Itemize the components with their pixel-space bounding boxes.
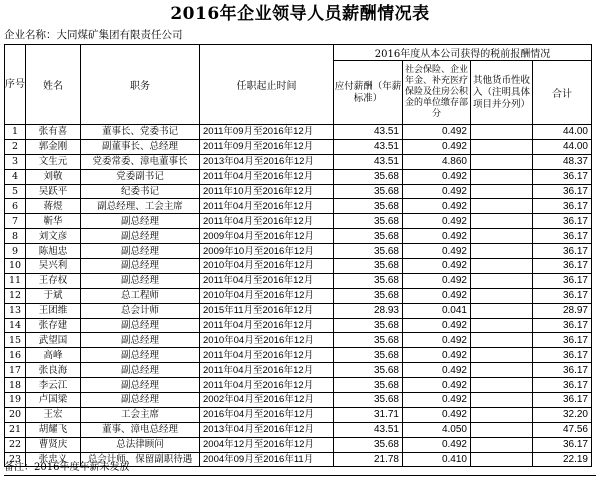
cell-salary: 35.68	[334, 273, 403, 288]
table-row	[5, 229, 592, 244]
cell-seq: 15	[5, 333, 26, 348]
cell-insurance: 0.492	[403, 229, 471, 244]
cell-insurance: 0.492	[403, 378, 471, 393]
cell-salary: 21.78	[334, 452, 403, 467]
cell-other	[471, 318, 533, 333]
cell-name: 吴兴利	[26, 259, 81, 274]
cell-seq: 22	[5, 437, 26, 452]
cell-seq: 6	[5, 199, 26, 214]
cell-term: 2013年04月至2016年12月	[200, 422, 334, 437]
cell-insurance: 0.492	[403, 393, 471, 408]
cell-name: 武望国	[26, 333, 81, 348]
cell-insurance: 0.492	[403, 139, 471, 154]
cell-term: 2011年04月至2016年12月	[200, 169, 334, 184]
cell-salary: 35.68	[334, 393, 403, 408]
cell-term: 2011年04月至2016年12月	[200, 318, 334, 333]
cell-insurance: 0.492	[403, 169, 471, 184]
cell-position: 总工程师	[81, 288, 200, 303]
cell-salary: 31.71	[334, 407, 403, 422]
cell-total: 36.17	[533, 259, 592, 274]
table-row	[5, 363, 592, 378]
cell-other	[471, 214, 533, 229]
cell-total: 36.17	[533, 437, 592, 452]
cell-insurance: 0.492	[403, 199, 471, 214]
table-row	[5, 333, 592, 348]
cell-salary: 35.68	[334, 199, 403, 214]
cell-other	[471, 437, 533, 452]
cell-total: 36.17	[533, 378, 592, 393]
cell-seq: 20	[5, 407, 26, 422]
cell-name: 王宏	[26, 407, 81, 422]
cell-insurance: 0.492	[403, 288, 471, 303]
cell-insurance: 0.492	[403, 318, 471, 333]
cell-term: 2011年04月至2016年12月	[200, 273, 334, 288]
salary-table	[4, 44, 592, 467]
cell-salary: 35.68	[334, 318, 403, 333]
cell-other	[471, 125, 533, 140]
cell-term: 2010年04月至2016年12月	[200, 288, 334, 303]
header-salary: 应付薪酬（年薪标准）	[334, 61, 403, 125]
cell-salary: 43.51	[334, 422, 403, 437]
cell-total: 36.17	[533, 169, 592, 184]
cell-insurance: 0.492	[403, 259, 471, 274]
cell-other	[471, 199, 533, 214]
cell-insurance: 0.492	[403, 348, 471, 363]
cell-term: 2009年10月至2016年12月	[200, 244, 334, 259]
cell-position: 副总经理	[81, 244, 200, 259]
cell-salary: 35.68	[334, 288, 403, 303]
cell-position: 党委常委、漳电董事长	[81, 154, 200, 169]
cell-name: 张良海	[26, 363, 81, 378]
table-row	[5, 259, 592, 274]
table-row	[5, 273, 592, 288]
table-row	[5, 303, 592, 318]
cell-position: 副总经理	[81, 393, 200, 408]
header-other: 其他货币性收入（注明具体项目并分列）	[471, 61, 533, 125]
table-row	[5, 422, 592, 437]
cell-salary: 43.51	[334, 154, 403, 169]
table-row	[5, 169, 592, 184]
table-body	[5, 125, 592, 467]
cell-position: 副董事长、总经理	[81, 139, 200, 154]
table-row	[5, 318, 592, 333]
cell-position: 副总经理、工会主席	[81, 199, 200, 214]
cell-total: 44.00	[533, 125, 592, 140]
cell-seq: 7	[5, 214, 26, 229]
cell-seq: 18	[5, 378, 26, 393]
cell-total: 32.20	[533, 407, 592, 422]
page-title: 2016年企业领导人员薪酬情况表	[170, 4, 430, 24]
header-position: 职务	[81, 45, 200, 125]
table-row	[5, 378, 592, 393]
cell-name: 文生元	[26, 154, 81, 169]
cell-position: 工会主席	[81, 407, 200, 422]
cell-term: 2011年10月至2016年12月	[200, 184, 334, 199]
cell-position: 董事、漳电总经理	[81, 422, 200, 437]
cell-seq: 2	[5, 139, 26, 154]
cell-term: 2011年09月至2016年12月	[200, 125, 334, 140]
cell-insurance: 0.041	[403, 303, 471, 318]
header-seq: 序号	[5, 45, 26, 125]
cell-term: 2010年04月至2016年12月	[200, 333, 334, 348]
table-row	[5, 125, 592, 140]
cell-term: 2011年04月至2016年12月	[200, 348, 334, 363]
table-row	[5, 184, 592, 199]
cell-name: 刘文彦	[26, 229, 81, 244]
cell-term: 2010年04月至2016年12月	[200, 259, 334, 274]
cell-total: 36.17	[533, 318, 592, 333]
cell-other	[471, 288, 533, 303]
cell-insurance: 0.492	[403, 273, 471, 288]
cell-total: 36.17	[533, 333, 592, 348]
cell-insurance: 0.492	[403, 214, 471, 229]
cell-salary: 35.68	[334, 348, 403, 363]
cell-term: 2009年04月至2016年12月	[200, 229, 334, 244]
cell-seq: 23	[5, 452, 26, 467]
cell-position: 党委副书记	[81, 169, 200, 184]
cell-term: 2015年11月至2016年12月	[200, 303, 334, 318]
cell-other	[471, 184, 533, 199]
cell-total: 36.17	[533, 348, 592, 363]
cell-other	[471, 303, 533, 318]
cell-name: 胡耀飞	[26, 422, 81, 437]
cell-position: 副总经理	[81, 333, 200, 348]
table-row	[5, 199, 592, 214]
cell-other	[471, 452, 533, 467]
cell-position: 副总经理	[81, 259, 200, 274]
cell-total: 36.17	[533, 184, 592, 199]
cell-insurance: 0.492	[403, 407, 471, 422]
cell-insurance: 0.410	[403, 452, 471, 467]
cell-total: 36.17	[533, 214, 592, 229]
cell-salary: 35.68	[334, 184, 403, 199]
table-row	[5, 244, 592, 259]
cell-seq: 12	[5, 288, 26, 303]
cell-other	[471, 378, 533, 393]
cell-seq: 19	[5, 393, 26, 408]
cell-position: 总会计师、保留副职待遇	[81, 452, 200, 467]
cell-name: 吴跃平	[26, 184, 81, 199]
cell-position: 副总经理	[81, 318, 200, 333]
cell-other	[471, 229, 533, 244]
cell-total: 36.17	[533, 229, 592, 244]
cell-seq: 21	[5, 422, 26, 437]
cell-other	[471, 422, 533, 437]
cell-position: 副总经理	[81, 273, 200, 288]
cell-name: 王团维	[26, 303, 81, 318]
cell-salary: 35.68	[334, 169, 403, 184]
cell-name: 曹贤庆	[26, 437, 81, 452]
cell-other	[471, 393, 533, 408]
cell-insurance: 0.492	[403, 184, 471, 199]
cell-salary: 35.68	[334, 378, 403, 393]
cell-total: 36.17	[533, 244, 592, 259]
cell-other	[471, 363, 533, 378]
cell-term: 2016年04月至2016年12月	[200, 407, 334, 422]
cell-name: 卢国梁	[26, 393, 81, 408]
cell-term: 2004年12月至2016年12月	[200, 437, 334, 452]
cell-salary: 35.68	[334, 437, 403, 452]
cell-total: 48.37	[533, 154, 592, 169]
cell-total: 36.17	[533, 273, 592, 288]
cell-name: 张有喜	[26, 125, 81, 140]
header-term: 任职起止时间	[200, 45, 334, 125]
cell-insurance: 4.050	[403, 422, 471, 437]
cell-insurance: 0.492	[403, 333, 471, 348]
cell-other	[471, 259, 533, 274]
cell-name: 李云江	[26, 378, 81, 393]
cell-seq: 8	[5, 229, 26, 244]
cell-term: 2004年09月至2016年11月	[200, 452, 334, 467]
cell-position: 总会计师	[81, 303, 200, 318]
footnote: 备注：2016年度年薪未发放	[4, 462, 130, 473]
cell-other	[471, 407, 533, 422]
cell-seq: 1	[5, 125, 26, 140]
cell-salary: 43.51	[334, 139, 403, 154]
table-row	[5, 154, 592, 169]
bottom-rule	[4, 475, 596, 476]
cell-other	[471, 154, 533, 169]
cell-name: 张忠义	[26, 452, 81, 467]
cell-insurance: 0.492	[403, 125, 471, 140]
cell-seq: 5	[5, 184, 26, 199]
cell-total: 28.97	[533, 303, 592, 318]
cell-position: 副总经理	[81, 214, 200, 229]
header-total: 合计	[533, 61, 592, 125]
table-row	[5, 288, 592, 303]
cell-term: 2011年04月至2016年12月	[200, 378, 334, 393]
cell-salary: 35.68	[334, 229, 403, 244]
cell-other	[471, 333, 533, 348]
cell-seq: 16	[5, 348, 26, 363]
cell-term: 2002年04月至2016年12月	[200, 393, 334, 408]
table-row	[5, 214, 592, 229]
cell-position: 总法律顾问	[81, 437, 200, 452]
cell-position: 副总经理	[81, 363, 200, 378]
cell-seq: 17	[5, 363, 26, 378]
cell-name: 靳华	[26, 214, 81, 229]
cell-total: 36.17	[533, 363, 592, 378]
table-row	[5, 393, 592, 408]
cell-total: 36.17	[533, 199, 592, 214]
cell-seq: 3	[5, 154, 26, 169]
cell-position: 副总经理	[81, 378, 200, 393]
cell-position: 纪委书记	[81, 184, 200, 199]
cell-seq: 10	[5, 259, 26, 274]
header-name: 姓名	[26, 45, 81, 125]
cell-salary: 43.51	[334, 125, 403, 140]
cell-seq: 14	[5, 318, 26, 333]
cell-total: 36.17	[533, 288, 592, 303]
cell-position: 董事长、党委书记	[81, 125, 200, 140]
cell-salary: 35.68	[334, 259, 403, 274]
cell-total: 44.00	[533, 139, 592, 154]
cell-position: 副总经理	[81, 229, 200, 244]
cell-insurance: 0.492	[403, 437, 471, 452]
cell-salary: 28.93	[334, 303, 403, 318]
cell-seq: 13	[5, 303, 26, 318]
table-row	[5, 437, 592, 452]
cell-insurance: 4.860	[403, 154, 471, 169]
cell-total: 47.56	[533, 422, 592, 437]
header-insurance: 社会保险、企业年金、补充医疗保险及住房公积金的单位缴存部分	[403, 61, 471, 125]
cell-name: 高峰	[26, 348, 81, 363]
cell-name: 郭金刚	[26, 139, 81, 154]
cell-name: 于斌	[26, 288, 81, 303]
cell-insurance: 0.492	[403, 363, 471, 378]
cell-other	[471, 273, 533, 288]
cell-name: 刘敬	[26, 169, 81, 184]
cell-seq: 11	[5, 273, 26, 288]
cell-term: 2011年04月至2016年12月	[200, 363, 334, 378]
cell-total: 36.17	[533, 393, 592, 408]
cell-other	[471, 139, 533, 154]
cell-position: 副总经理	[81, 348, 200, 363]
cell-insurance: 0.492	[403, 244, 471, 259]
table-row	[5, 139, 592, 154]
cell-term: 2011年09月至2016年12月	[200, 139, 334, 154]
cell-other	[471, 244, 533, 259]
cell-salary: 35.68	[334, 363, 403, 378]
cell-name: 王存权	[26, 273, 81, 288]
cell-salary: 35.68	[334, 244, 403, 259]
cell-seq: 9	[5, 244, 26, 259]
cell-name: 张存建	[26, 318, 81, 333]
cell-total: 22.19	[533, 452, 592, 467]
cell-seq: 4	[5, 169, 26, 184]
cell-term: 2013年04月至2016年12月	[200, 154, 334, 169]
cell-other	[471, 169, 533, 184]
header-group: 2016年度从本公司获得的税前报酬情况	[334, 45, 592, 61]
cell-term: 2011年04月至2016年12月	[200, 214, 334, 229]
cell-name: 蒋煜	[26, 199, 81, 214]
cell-other	[471, 348, 533, 363]
company-name: 企业名称：大同煤矿集团有限责任公司	[4, 29, 183, 41]
cell-salary: 35.68	[334, 214, 403, 229]
table-row	[5, 407, 592, 422]
cell-name: 陈旭忠	[26, 244, 81, 259]
cell-salary: 35.68	[334, 333, 403, 348]
cell-term: 2011年04月至2016年12月	[200, 199, 334, 214]
table-row	[5, 348, 592, 363]
